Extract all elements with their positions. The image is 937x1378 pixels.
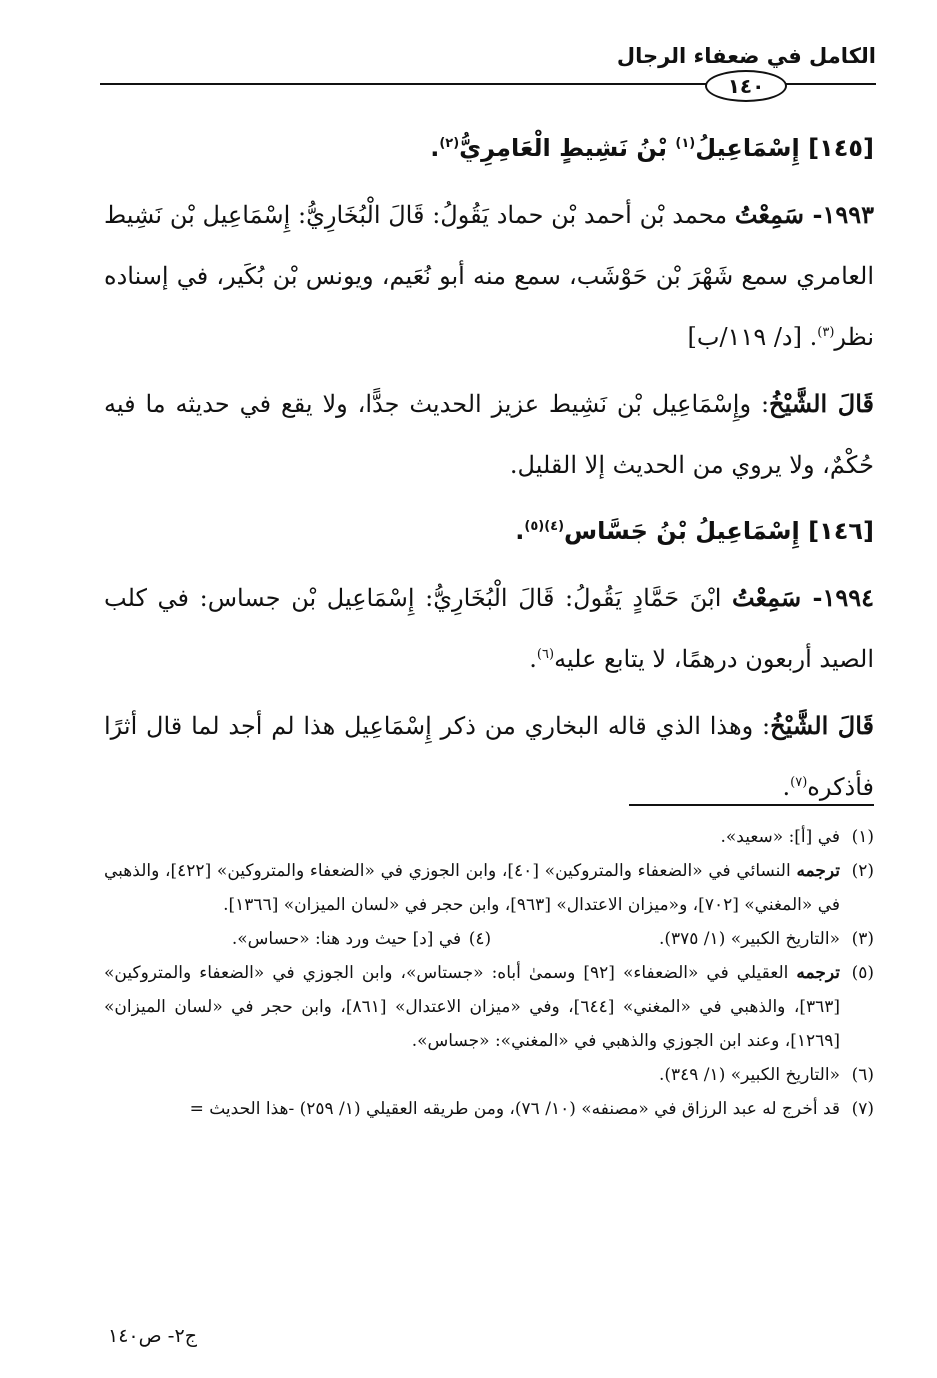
footnote-pair	[104, 922, 874, 956]
footnotes	[104, 820, 874, 1126]
footnote: (٧) قد أخرج له عبد الرزاق في «مصنفه» (١٠/ ٧٦)، ومن طريقه العقيلي (١/ ٢٥٩) -هذا الحديث =	[189, 1099, 874, 1119]
shaykh-comment-146: قَالَ الشَّيْخُ: وهذا الذي قاله البخاري من ذكر إِسْمَاعِيل هذا لم أجد لما قال أثرًا فأذكره$^{(٧)}$.	[104, 711, 874, 801]
footnote: (١) في [أ]: «سعيد».	[720, 827, 874, 847]
narration-1993: ١٩٩٣- سَمِعْتُ محمد بْن أحمد بْن حماد يَقُولُ: قَالَ الْبُخَارِيُّ: إِسْمَاعِيل بْن نَشِيط العامري سمع شَهْرَ بْن حَوْشَب، سمع منه أبو نُعَيم، ويونس بْن بُكَير، في إسناده نظر$^{(٣)}$. [د/ ١١٩/ب]	[104, 200, 875, 351]
page-number: ١٤٠	[705, 70, 787, 102]
narration-1994: ١٩٩٤- سَمِعْتُ ابْنَ حَمَّادٍ يَقُولُ: قَالَ الْبُخَارِيُّ: إِسْمَاعِيل بْن جساس: في كلب الصيد أربعون درهمًا، لا يتابع عليه$^{(٦)}$.	[104, 583, 874, 673]
entry-heading-145: [١٤٥] إِسْمَاعِيلُ$^{(١)}$ بْنُ نَشِيطٍ الْعَامِرِيُّ$^{(٢)}$.	[430, 134, 874, 162]
footnote-separator	[629, 804, 874, 806]
footnote: (٦) «التاريخ الكبير» (١/ ٣٤٩).	[658, 1065, 874, 1085]
volume-page-reference: ج٢- ص١٤٠	[108, 1325, 197, 1347]
entry-heading-146: [١٤٦] إِسْمَاعِيلُ بْنُ جَسَّاس$^{(٤)(٥)}$.	[515, 517, 874, 545]
footnote: (٥) ترجمه العقيلي في «الضعفاء» [٩٢] وسمىٰ أباه: «جستاس»، وابن الجوزي في «الضعفاء والمتروكين» [٣٦٣]، والذهبي في «المغني» [٦٤٤]، وفي «ميزان الاعتدال» [٨٦١]، وابن حجر في «لسان الميزان» [١٢٦٩]، وعند ابن الجوزي والذهبي في «المغني»: «جساس».	[104, 963, 874, 1051]
book-title: الكامل في ضعفاء الرجال	[616, 44, 876, 68]
shaykh-comment-145: قَالَ الشَّيْخُ: وإِسْمَاعِيل بْن نَشِيط عزيز الحديث جدًّا، ولا يقع في حديثه ما فيه حُكْمٌ، ولا يروي من الحديث إلا القليل.	[104, 389, 874, 479]
running-header	[100, 40, 876, 98]
footnote: (٣) «التاريخ الكبير» (١/ ٣٧٥).	[658, 929, 874, 949]
footnote: (٢) ترجمه النسائي في «الضعفاء والمتروكين» [٤٠]، وابن الجوزي في «الضعفاء والمتروكين» [٤٢٢]، والذهبي في «المغني» [٧٠٢]، و«ميزان الاعتدال» [٩٦٣]، وابن حجر في «لسان الميزان» [١٣٦٦].	[104, 861, 874, 915]
footnote: (٤) في [د] حيث ورد هنا: «حساس».	[231, 929, 492, 949]
main-text	[104, 118, 874, 818]
